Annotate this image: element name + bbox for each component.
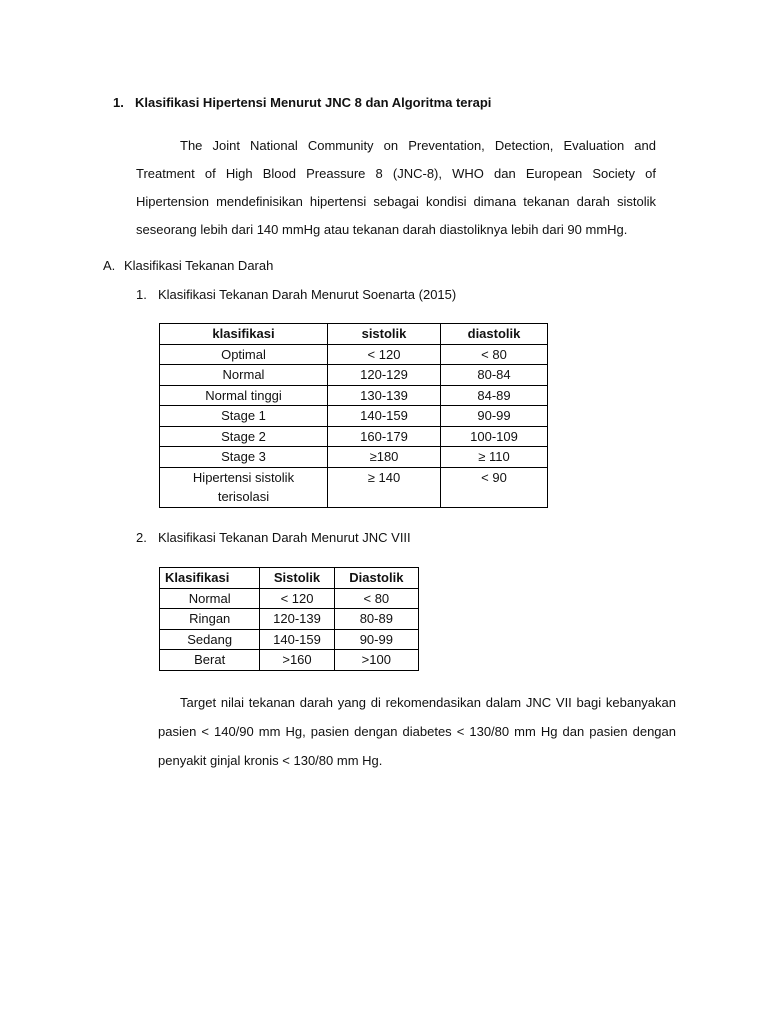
table-cell: 130-139 (328, 385, 441, 406)
subsection-1-number: 1. (136, 287, 147, 302)
intro-paragraph: The Joint National Community on Preventation, Detection, Evaluation and Treatment of High Blood Preassure 8 (JNC-8), WHO dan European Society of Hipertension mendefinisikan hipertensi sebagai kondisi dimana tekanan darah sistolik seseorang lebih dari 140 mmHg atau tekanan darah diastoliknya lebih dari 90 mmHg. (136, 138, 656, 237)
table-header-row (160, 324, 548, 345)
table-cell: 120-139 (260, 609, 334, 630)
table-cell: Berat (160, 650, 260, 671)
column-header: Klasifikasi (160, 568, 260, 589)
column-header: Diastolik (334, 568, 418, 589)
table-row (160, 385, 548, 406)
subsection-2-number: 2. (136, 530, 147, 545)
table-cell: 90-99 (334, 629, 418, 650)
table-cell: Hipertensi sistolik terisolasi (160, 467, 328, 507)
column-header: klasifikasi (160, 324, 328, 345)
table-cell: Stage 3 (160, 447, 328, 468)
subsection-1-title: Klasifikasi Tekanan Darah Menurut Soenarta (2015) (158, 287, 457, 302)
table-cell: 140-159 (260, 629, 334, 650)
table-cell: 84-89 (441, 385, 548, 406)
table-row (160, 588, 419, 609)
heading-number: 1. (113, 95, 124, 110)
table-cell: < 120 (260, 588, 334, 609)
table-cell: ≥180 (328, 447, 441, 468)
table-row (160, 406, 548, 427)
table-row (160, 609, 419, 630)
table-cell: < 120 (328, 344, 441, 365)
classification-table-soenarta (159, 323, 548, 508)
table-cell: Stage 2 (160, 426, 328, 447)
table-row (160, 344, 548, 365)
section-a-letter: A. (103, 258, 116, 273)
subsection-2-title: Klasifikasi Tekanan Darah Menurut JNC VIII (158, 530, 411, 545)
table-cell: ≥ 140 (328, 467, 441, 507)
table-row (160, 365, 548, 386)
table-cell: 100-109 (441, 426, 548, 447)
table-cell: Normal tinggi (160, 385, 328, 406)
table-cell: < 80 (441, 344, 548, 365)
heading-title: Klasifikasi Hipertensi Menurut JNC 8 dan Algoritma terapi (135, 95, 492, 110)
table-cell: 90-99 (441, 406, 548, 427)
target-paragraph: Target nilai tekanan darah yang di rekomendasikan dalam JNC VII bagi kebanyakan pasien < 140/90 mm Hg, pasien dengan diabetes < 130/80 mm Hg dan pasien dengan penyakit ginjal kronis < 130/80 mm Hg. (158, 695, 676, 768)
table-row (160, 467, 548, 507)
column-header: diastolik (441, 324, 548, 345)
table-row (160, 650, 419, 671)
table-cell: Normal (160, 588, 260, 609)
table-cell: 160-179 (328, 426, 441, 447)
table-cell: Sedang (160, 629, 260, 650)
column-header: Sistolik (260, 568, 334, 589)
table-cell: ≥ 110 (441, 447, 548, 468)
table-cell: >100 (334, 650, 418, 671)
table-cell: < 80 (334, 588, 418, 609)
table-cell: Optimal (160, 344, 328, 365)
section-a-title: Klasifikasi Tekanan Darah (124, 258, 274, 273)
table-cell: 120-129 (328, 365, 441, 386)
table-cell: Stage 1 (160, 406, 328, 427)
table-header-row (160, 568, 419, 589)
table-row (160, 426, 548, 447)
table-cell: Normal (160, 365, 328, 386)
table-cell: Ringan (160, 609, 260, 630)
table-cell: 80-89 (334, 609, 418, 630)
table-row (160, 447, 548, 468)
table-cell: < 90 (441, 467, 548, 507)
table-cell: >160 (260, 650, 334, 671)
classification-table-jnc8 (159, 567, 419, 671)
table-cell: 140-159 (328, 406, 441, 427)
table-cell: 80-84 (441, 365, 548, 386)
table-row (160, 629, 419, 650)
column-header: sistolik (328, 324, 441, 345)
